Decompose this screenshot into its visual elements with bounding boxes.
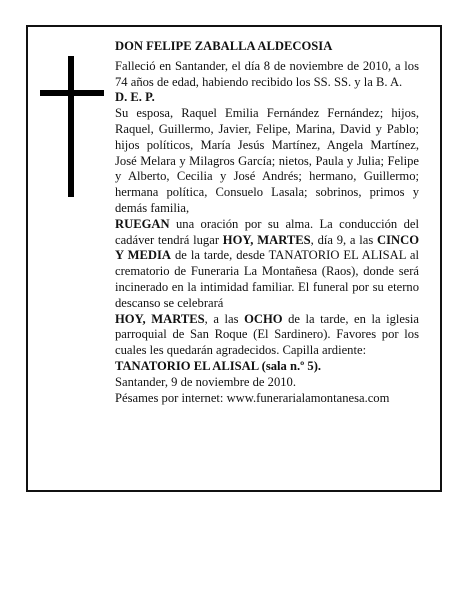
family-list: Su esposa, Raquel Emilia Fernández Fernández; hijos, Raquel, Guillermo, Javier, Felipe, Marina, David y Pablo; hijos políticos, María Jesús Martínez, Angela Martínez, José Melara y Milagros García; nietos, Paula y Julia; Felipe y Alberto, Cecilia y José Andrés; hermano, Guillermo; hermana política, Consuelo Lasala; sobrinos, primos y demás familia, xyxy=(115,106,419,215)
rip-abbreviation: D. E. P. xyxy=(115,90,155,105)
obituary-text xyxy=(115,39,419,406)
funeral-procession-paragraph: RUEGAN una oración por su alma. La conducción del cadáver tendrá lugar HOY, MARTES, día 9, a las CINCO Y MEDIA de la tarde, desde TANATORIO EL ALISAL al crematorio de Funeraria La Montañesa (Raos), donde será incinerado en la intimidad familiar. El funeral por su eterno descanso se celebrará xyxy=(115,216,419,310)
cross-icon-horizontal xyxy=(40,90,104,96)
cross-icon-vertical xyxy=(68,56,74,197)
place-date: Santander, 9 de noviembre de 2010. xyxy=(115,374,297,389)
funeral-service-paragraph: HOY, MARTES, a las OCHO de la tarde, en la iglesia parroquial de San Roque (El Sardinero). Favores por los cuales les quedarán agradecidos. Capilla ardiente: xyxy=(115,311,419,358)
deceased-name: DON FELIPE ZABALLA ALDECOSIA xyxy=(115,39,333,53)
chapel-location: TANATORIO EL ALISAL (sala n.º 5). xyxy=(115,358,322,373)
death-announcement: Falleció en Santander, el día 8 de noviembre de 2010, a los 74 años de edad, habiendo recibido los SS. SS. y la B. A. xyxy=(115,58,419,89)
condolences-website: Pésames por internet: www.funerarialamontanesa.com xyxy=(115,390,390,405)
obituary-notice xyxy=(26,25,442,492)
